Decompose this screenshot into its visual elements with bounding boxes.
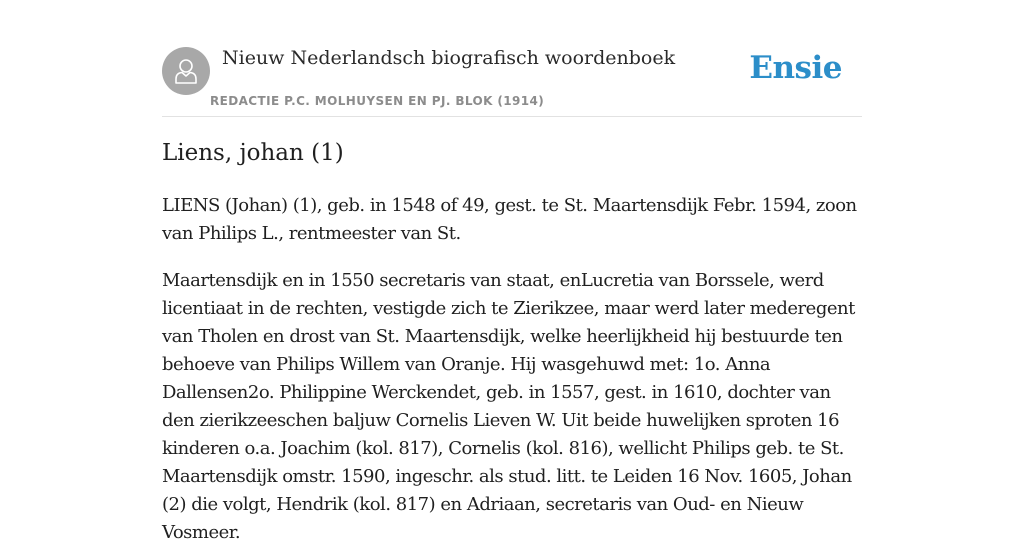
entry-title: Liens, johan (1) [162, 140, 344, 166]
source-title[interactable]: Nieuw Nederlandsch biografisch woordenboek [222, 47, 676, 69]
source-editors: REDACTIE P.C. MOLHUYSEN EN PJ. BLOK (1914) [210, 94, 545, 108]
entry-paragraph-2: Maartensdijk en in 1550 secretaris van staat, enLucretia van Borssele, werd licentiaat in de rechten, vestigde zich te Zierikzee, maar werd later mederegent van Tholen en drost van St. Maartensdijk, welke heerlijkheid hij bestuurde ten behoeve van Philips Willem van Oranje. Hij wasgehuwd met: 1o. Anna Dallensen2o. Philippine Werckendet, geb. in 1557, gest. in 1610, dochter van den zierikzeeschen baljuw Cornelis Lieven W. Uit beide huwelijken sproten 16 kinderen o.a. Joachim (kol. 817), Cornelis (kol. 816), wellicht Philips geb. te St. Maartensdijk omstr. 1590, ingeschr. als stud. litt. te Leiden 16 Nov. 1605, Johan (2) die volgt, Hendrik (kol. 817) en Adriaan, secretaris van Oud- en Nieuw Vosmeer. [162, 270, 855, 543]
source-header [162, 47, 862, 117]
avatar[interactable] [162, 47, 210, 95]
user-icon [173, 57, 199, 85]
page-content [162, 0, 862, 543]
ensie-logo[interactable]: Ensie [749, 50, 842, 86]
entry-paragraph-1: LIENS (Johan) (1), geb. in 1548 of 49, gest. te St. Maartensdijk Febr. 1594, zoon van Philips L., rentmeester van St. [162, 195, 857, 244]
